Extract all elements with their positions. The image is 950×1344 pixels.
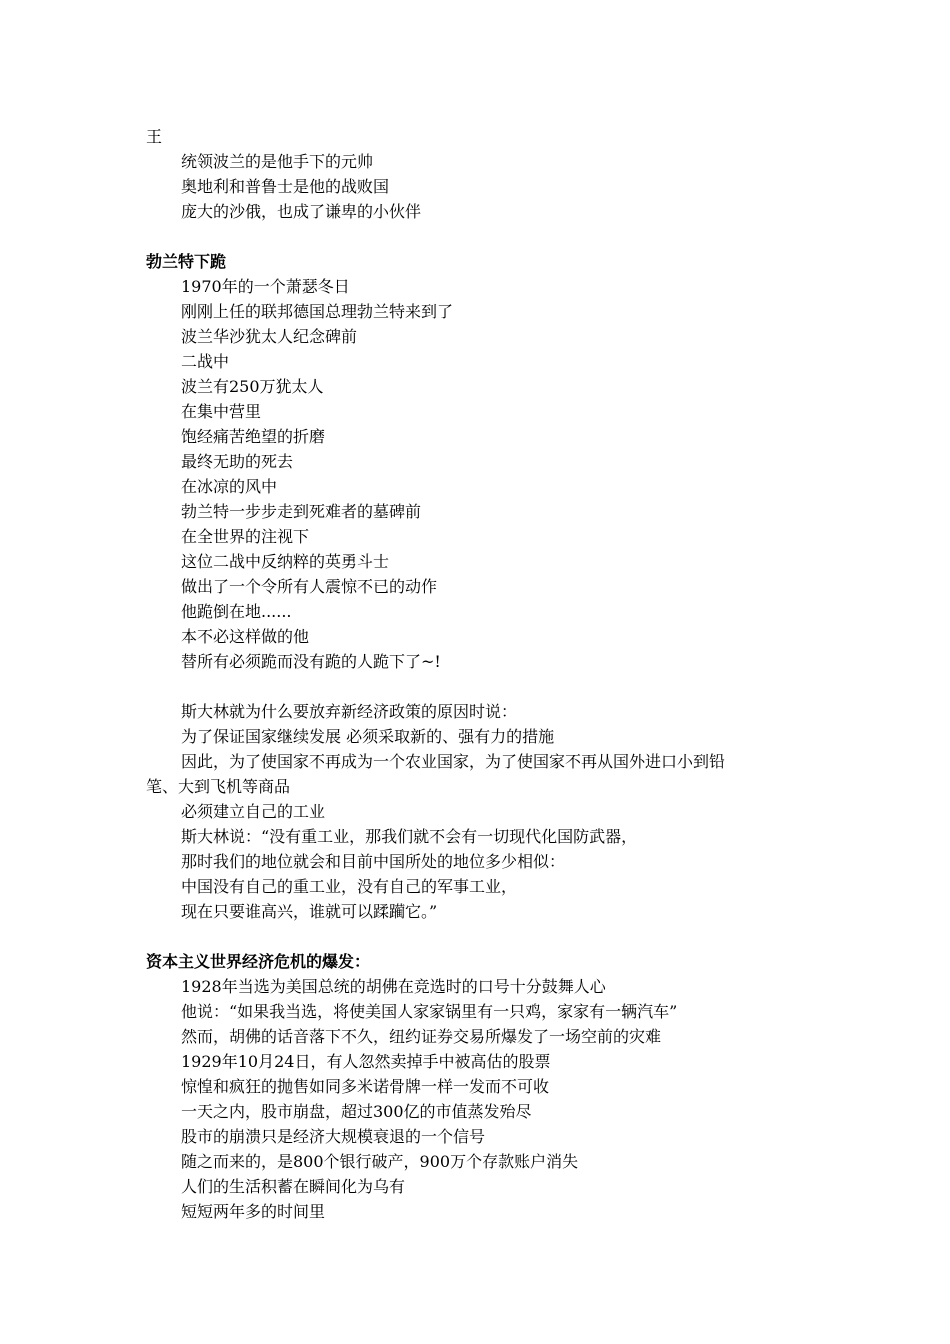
crisis-line: 1928年当选为美国总统的胡佛在竞选时的口号十分鼓舞人心 xyxy=(181,977,606,996)
brandt-line: 勃兰特一步步走到死难者的墓碑前 xyxy=(181,502,422,521)
stalin-line-wrap: 笔、大到飞机等商品 xyxy=(146,777,291,796)
brandt-line: 在集中营里 xyxy=(181,402,262,421)
poem-line: 统领波兰的是他手下的元帅 xyxy=(181,152,374,171)
brandt-line: 最终无助的死去 xyxy=(181,452,294,471)
brandt-line: 这位二战中反纳粹的英勇斗士 xyxy=(181,552,390,571)
brandt-line: 刚刚上任的联邦德国总理勃兰特来到了 xyxy=(181,302,454,321)
brandt-line: 本不必这样做的他 xyxy=(181,627,310,646)
brandt-line: 他跪倒在地...... xyxy=(181,602,292,621)
poem-line: 奥地利和普鲁士是他的战败国 xyxy=(181,177,390,196)
stalin-line: 斯大林说：“没有重工业，那我们就不会有一切现代化国防武器， xyxy=(181,827,638,846)
poem-lead-line: 王 xyxy=(146,127,163,146)
stalin-line: 斯大林就为什么要放弃新经济政策的原因时说： xyxy=(181,702,518,721)
brandt-line: 波兰华沙犹太人纪念碑前 xyxy=(181,327,358,346)
crisis-line: 他说：“如果我当选，将使美国人家家锅里有一只鸡，家家有一辆汽车” xyxy=(181,1002,678,1021)
crisis-line: 短短两年多的时间里 xyxy=(181,1202,326,1221)
crisis-line: 人们的生活积蓄在瞬间化为乌有 xyxy=(181,1177,406,1196)
crisis-line: 一天之内，股市崩盘，超过300亿的市值蒸发殆尽 xyxy=(181,1102,532,1121)
document-body xyxy=(146,124,826,1224)
crisis-line: 随之而来的，是800个银行破产，900万个存款账户消失 xyxy=(181,1152,579,1171)
brandt-line: 二战中 xyxy=(181,352,230,371)
brandt-line: 做出了一个令所有人震惊不已的动作 xyxy=(181,577,438,596)
paragraph-gap xyxy=(146,224,826,249)
paragraph-gap xyxy=(146,924,826,949)
crisis-line: 1929年10月24日，有人忽然卖掉手中被高估的股票 xyxy=(181,1052,551,1071)
brandt-line: 替所有必须跪而没有跪的人跪下了~! xyxy=(181,652,441,671)
stalin-line: 中国没有自己的重工业，没有自己的军事工业， xyxy=(181,877,518,896)
stalin-line: 必须建立自己的工业 xyxy=(181,802,326,821)
brandt-line: 在冰凉的风中 xyxy=(181,477,278,496)
stalin-line: 因此，为了使国家不再成为一个农业国家，为了使国家不再从国外进口小到铅 xyxy=(181,752,726,771)
stalin-line: 现在只要谁高兴，谁就可以蹂躏它。” xyxy=(181,902,438,921)
stalin-line: 为了保证国家继续发展 必须采取新的、强有力的措施 xyxy=(181,727,555,746)
section-heading-crisis: 资本主义世界经济危机的爆发： xyxy=(146,952,371,971)
paragraph-gap xyxy=(146,674,826,699)
stalin-line: 那时我们的地位就会和目前中国所处的地位多少相似： xyxy=(181,852,566,871)
poem-line: 庞大的沙俄，也成了谦卑的小伙伴 xyxy=(181,202,422,221)
crisis-line: 然而，胡佛的话音落下不久，纽约证券交易所爆发了一场空前的灾难 xyxy=(181,1027,662,1046)
crisis-line: 惊惶和疯狂的抛售如同多米诺骨牌一样一发而不可收 xyxy=(181,1077,550,1096)
brandt-line: 在全世界的注视下 xyxy=(181,527,310,546)
brandt-line: 饱经痛苦绝望的折磨 xyxy=(181,427,326,446)
brandt-line: 波兰有250万犹太人 xyxy=(181,377,324,396)
section-heading-brandt: 勃兰特下跪 xyxy=(146,252,227,271)
crisis-line: 股市的崩溃只是经济大规模衰退的一个信号 xyxy=(181,1127,486,1146)
brandt-line: 1970年的一个萧瑟冬日 xyxy=(181,277,350,296)
